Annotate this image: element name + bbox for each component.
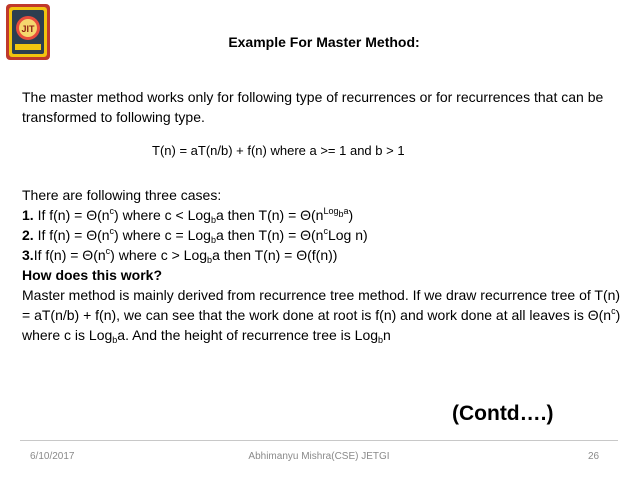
slide-title: Example For Master Method: <box>228 34 420 50</box>
explanation-text-b: ) where c is Log <box>22 307 621 343</box>
footer-author: Abhimanyu Mishra(CSE) JETGI <box>248 451 390 462</box>
case-1-number: 1. <box>22 207 34 223</box>
case-1-text-d: ) <box>348 207 354 223</box>
recurrence-formula: T(n) = aT(n/b) + f(n) where a >= 1 and b > 1 <box>152 143 405 158</box>
explanation-text-d: n <box>383 327 391 343</box>
case-2-text-d: Log n) <box>327 227 368 243</box>
case-2-text-a: If f(n) = Θ(n <box>33 227 110 243</box>
explanation-sup: c <box>611 306 616 316</box>
footer-date: 6/10/2017 <box>30 451 75 462</box>
case-2-number: 2. <box>22 227 34 243</box>
explanation <box>22 285 622 345</box>
case-1-exp-a: a <box>343 206 349 216</box>
explanation-text-c: a. And the height of recurrence tree is Log <box>117 327 379 343</box>
case-3-sub: b <box>207 255 213 265</box>
case-1-exp-base: b <box>338 209 344 219</box>
case-1-sup: c <box>109 206 115 216</box>
cases-intro: There are following three cases: <box>22 187 222 203</box>
case-3-text-c: a then T(n) = Θ(f(n)) <box>212 247 338 263</box>
footer-divider <box>20 440 618 441</box>
case-1-text-c: a then T(n) = Θ(n <box>215 207 324 223</box>
case-2-exp: c <box>323 226 328 236</box>
case-3-number: 3. <box>22 247 34 263</box>
cases-block <box>22 185 622 345</box>
case-3-sup: c <box>105 246 111 256</box>
explanation-text-a: Master method is mainly derived from recurrence tree method. If we draw recurrence tree of T(n) = aT(n/b) + f(n), we can see that the work done at root is f(n) and work done at all leaves is Θ(n <box>22 287 621 323</box>
case-1-text-a: If f(n) = Θ(n <box>33 207 110 223</box>
case-3-text-b: ) where c > Log <box>110 247 208 263</box>
logo-text: JIT <box>21 24 35 34</box>
case-1 <box>22 205 622 225</box>
case-2-sub: b <box>210 235 216 245</box>
case-2-text-c: a then T(n) = Θ(n <box>215 227 324 243</box>
intro-paragraph: The master method works only for following type of recurrences or for recurrences that can be transformed to following type. <box>22 89 604 125</box>
footer-page-number: 26 <box>588 451 600 462</box>
case-1-exponent <box>323 206 349 219</box>
case-3-text-a: If f(n) = Θ(n <box>33 247 106 263</box>
how-heading: How does this work? <box>22 267 163 283</box>
institute-logo <box>6 4 50 60</box>
explanation-sub-2: b <box>378 335 384 345</box>
case-2 <box>22 225 622 245</box>
continued-label: (Contd….) <box>452 402 554 425</box>
case-2-sup: c <box>109 226 115 236</box>
case-1-text-b: ) where c < Log <box>114 207 211 223</box>
case-2-text-b: ) where c = Log <box>114 227 211 243</box>
case-3 <box>22 245 622 265</box>
case-1-exp-log: Log <box>323 206 339 216</box>
explanation-sub-1: b <box>112 335 118 345</box>
case-1-sub: b <box>210 215 216 225</box>
